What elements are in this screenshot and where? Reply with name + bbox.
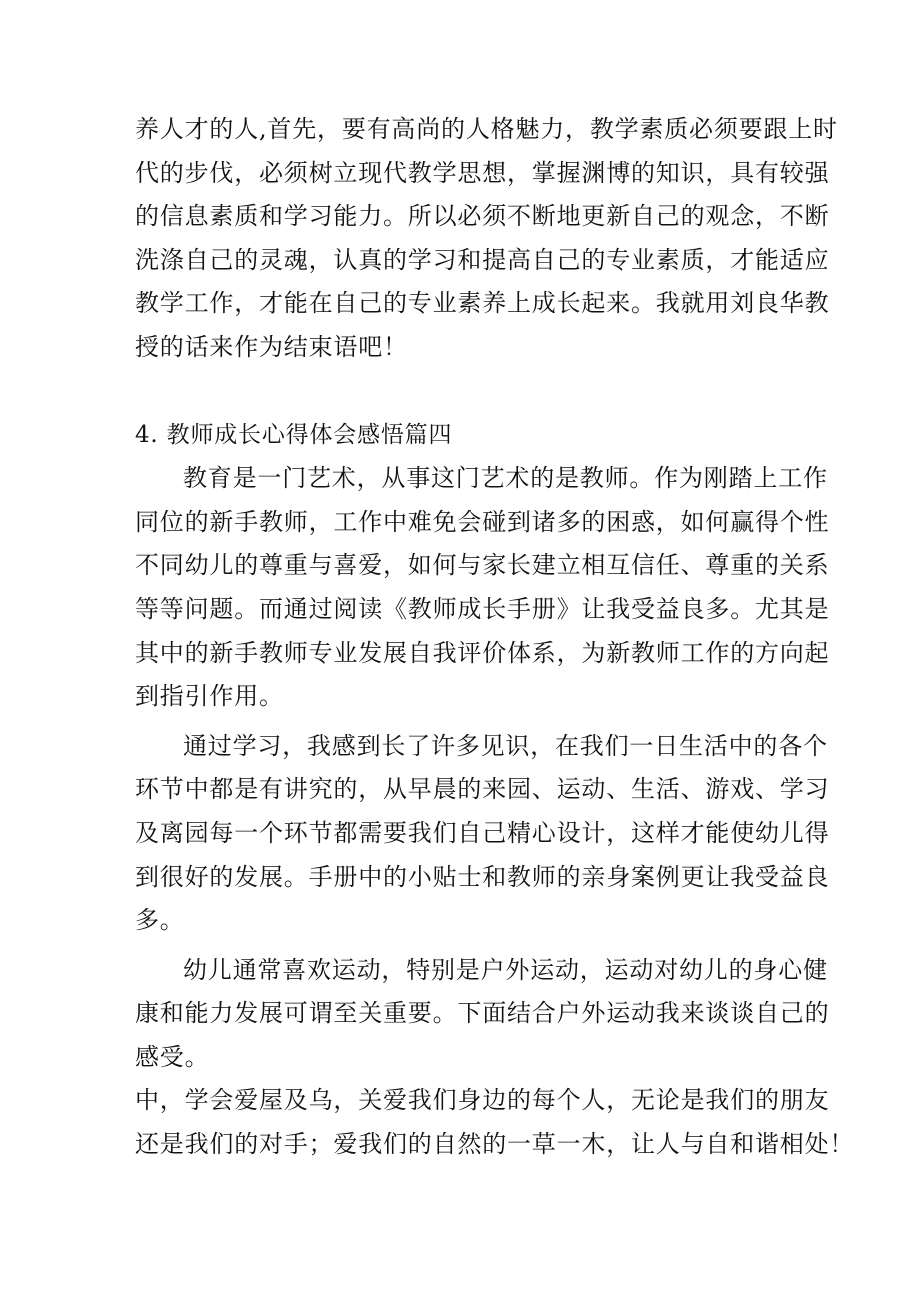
text-line: 洗涤自己的灵魂，认真的学习和提高自己的专业素质，才能适应 [135,245,830,274]
text-line: 还是我们的对手；爱我们的自然的一草一木，让人与自和谐相处！ [135,1130,855,1159]
paragraph-learning [135,725,830,943]
text-line: 养人才的人,首先，要有高尚的人格魅力，教学素质必须要跟上时 [135,115,838,143]
text-line: 感受。 [135,1042,210,1071]
paragraph-intro [135,457,830,719]
document-page [135,108,855,1167]
heading-text: 4. 教师成长心得体会感悟篇四 [135,421,453,448]
text-line: 等等问题。而通过阅读《教师成长手册》让我受益良多。尤其是 [135,594,830,623]
text-line: 教育是一门艺术，从事这门艺术的是教师。作为刚踏上工作 [183,464,828,493]
text-line: 通过学习，我感到长了许多见识，在我们一日生活中的各个 [183,731,828,760]
text-line: 授的话来作为结束语吧！ [135,332,408,361]
spacer [135,370,800,414]
text-line: 及离园每一个环节都需要我们自己精心设计，这样才能使幼儿得 [135,818,830,847]
paragraph-fragment [135,1079,855,1166]
paragraph-closing [135,108,838,370]
text-line: 教学工作，才能在自己的专业素养上成长起来。我就用刘良华教 [135,289,830,318]
text-line: 其中的新手教师专业发展自我评价体系，为新教师工作的方向起 [135,638,830,667]
text-line: 中，学会爱屋及乌，关爱我们身边的每个人，无论是我们的朋友 [135,1086,830,1115]
text-line: 代的步伐，必须树立现代教学思想，掌握渊博的知识，具有较强 [135,158,830,187]
text-line: 到指引作用。 [135,682,284,711]
paragraph-sports [135,949,830,1080]
section-heading [135,414,800,458]
text-line: 幼儿通常喜欢运动，特别是户外运动，运动对幼儿的身心健 [183,955,828,984]
text-line: 到很好的发展。手册中的小贴士和教师的亲身案例更让我受益良 [135,862,830,891]
text-line: 多。 [135,906,185,935]
text-line: 环节中都是有讲究的，从早晨的来园、运动、生活、游戏、学习 [135,775,830,804]
text-line: 康和能力发展可谓至关重要。下面结合户外运动我来谈谈自己的 [135,999,830,1028]
text-line: 不同幼儿的尊重与喜爱，如何与家长建立相互信任、尊重的关系 [135,551,830,580]
text-line: 同位的新手教师，工作中难免会碰到诸多的困惑，如何赢得个性 [135,507,830,536]
text-line: 的信息素质和学习能力。所以必须不断地更新自己的观念，不断 [135,202,830,231]
